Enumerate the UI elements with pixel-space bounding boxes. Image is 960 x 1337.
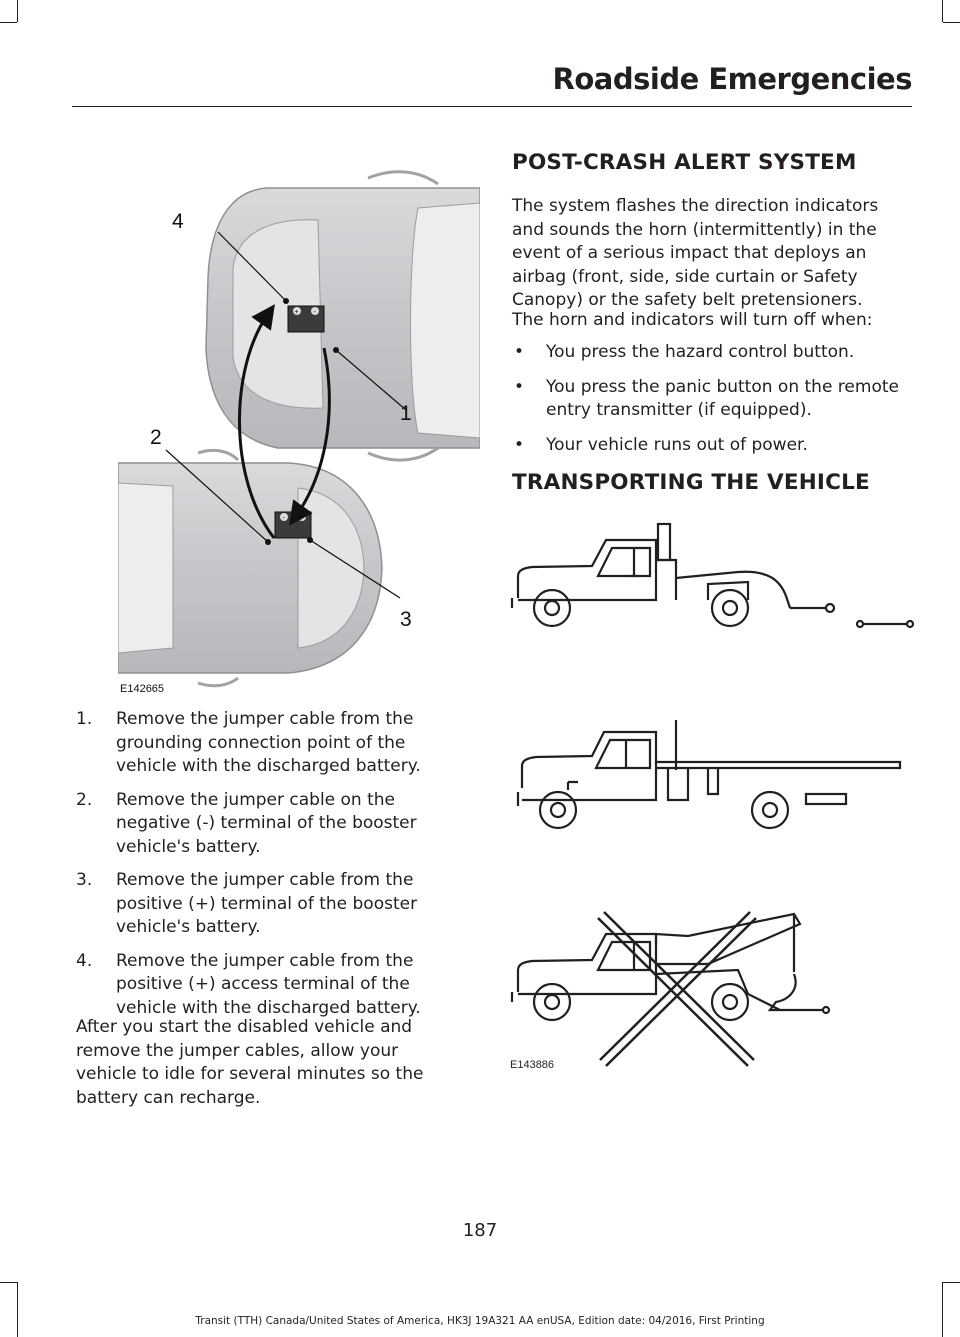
svg-text:+: + [294, 309, 299, 316]
list-item [76, 950, 464, 1021]
flatbed-truck [518, 720, 900, 828]
towing-methods-figure [508, 520, 914, 1080]
figure-id: E143886 [510, 1059, 555, 1071]
list-item: • You press the hazard control button. [514, 342, 855, 362]
step-text: Remove the jumper cable from the positive (+) terminal of the booster vehicle's battery. [116, 870, 418, 937]
step-number: 1. [76, 709, 93, 729]
discharged-vehicle [206, 172, 480, 460]
post-crash-heading: POST-CRASH ALERT SYSTEM [512, 150, 857, 175]
transport-heading: TRANSPORTING THE VEHICLE [512, 470, 870, 495]
step-number: 3. [76, 870, 93, 890]
callout-2: 2 [150, 426, 162, 449]
removal-steps-list [76, 708, 464, 1030]
crop-mark [942, 0, 943, 22]
step-text: Remove the jumper cable from the grounding connection point of the vehicle with the discharged battery. [116, 709, 421, 776]
crop-mark [0, 1282, 17, 1283]
post-crash-body: The system flashes the direction indicators and sounds the horn (intermittently) in the event of a serious impact that deploys an airbag (front, side, side curtain or Safety Canopy) or the safety belt pretensioners. [512, 196, 879, 310]
post-crash-bullets [512, 341, 912, 468]
list-item: • Your vehicle runs out of power. [514, 434, 808, 455]
crop-mark [17, 1282, 18, 1337]
list-item [76, 869, 464, 940]
crop-mark [943, 22, 960, 23]
step-number: 4. [76, 950, 93, 971]
after-start-paragraph: After you start the disabled vehicle and remove the jumper cables, allow your vehicle to idle for several minutes so the battery can recharge. [76, 1017, 424, 1108]
svg-text:-: - [313, 309, 316, 316]
header-divider [72, 106, 912, 107]
page-number: 187 [462, 1220, 498, 1241]
step-number: 2. [76, 789, 93, 810]
crop-mark [0, 22, 17, 23]
step-text: Remove the jumper cable on the negative (-) terminal of the booster vehicle's battery. [116, 789, 417, 857]
wheel-lift-truck [512, 524, 913, 627]
bullet-text: You press the hazard control button. [546, 342, 855, 362]
list-item [76, 789, 464, 860]
bullet-text: You press the panic button on the remote entry transmitter (if equipped). [546, 376, 899, 420]
callout-1: 1 [400, 402, 412, 425]
post-crash-intro: The horn and indicators will turn off when: [512, 310, 873, 330]
figure-id: E142665 [120, 683, 165, 695]
crop-mark [17, 0, 18, 22]
battery-icon [275, 512, 311, 538]
callout-4: 4 [172, 210, 184, 233]
svg-text:-: - [282, 515, 285, 522]
booster-vehicle [118, 450, 382, 685]
battery-icon [288, 306, 324, 332]
crop-mark [943, 1282, 960, 1283]
jump-cable-removal-figure [118, 148, 480, 696]
list-item [76, 708, 464, 779]
page-title: Roadside Emergencies [552, 62, 912, 96]
callout-3: 3 [400, 608, 412, 631]
bullet-text: Your vehicle runs out of power. [546, 434, 808, 455]
step-text: Remove the jumper cable from the positive (+) access terminal of the vehicle with the discharged battery. [116, 950, 421, 1018]
svg-text:+: + [299, 515, 304, 522]
crop-mark [942, 1282, 943, 1337]
list-item: • You press the panic button on the remote entry transmitter (if equipped). [514, 376, 899, 420]
page-footer: Transit (TTH) Canada/United States of America, HK3J 19A321 AA enUSA, Edition date: 04/2016, First Printing [195, 1315, 765, 1327]
